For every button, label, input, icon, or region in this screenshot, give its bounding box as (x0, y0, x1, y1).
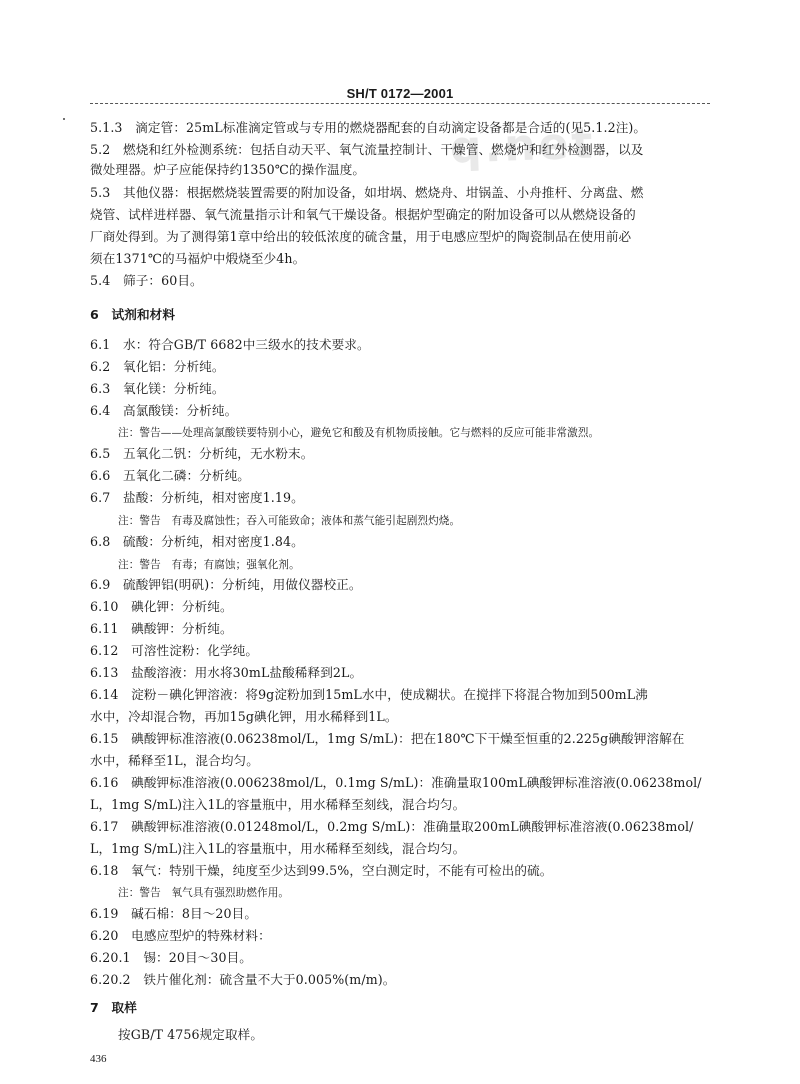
scan-speck (63, 118, 65, 120)
clause-6-12: 6.12 可溶性淀粉：化学纯。 (90, 643, 259, 658)
clause-6-11: 6.11 碘酸钾：分析纯。 (90, 621, 233, 636)
clause-6-4: 6.4 高氯酸镁：分析纯。 (90, 403, 238, 418)
watermark: q.net (449, 117, 597, 174)
clause-7-text: 按GB/T 4756规定取样。 (118, 1027, 264, 1042)
section-7-heading: 7 取样 (90, 1000, 137, 1015)
clause-6-15-cont: 水中，稀释至1L，混合均匀。 (90, 753, 259, 768)
clause-5-3-cont-1: 烧管、试样进样器、氧气流量指示计和氧气干燥设备。根据炉型确定的附加设备可以从燃烧设备的 (90, 207, 636, 222)
clause-6-6: 6.6 五氧化二磷：分析纯。 (90, 468, 250, 483)
header-rule (90, 103, 710, 104)
clause-6-16-cont: L，1mg S/mL)注入1L的容量瓶中，用水稀释至刻线，混合均匀。 (90, 797, 466, 812)
clause-6-16: 6.16 碘酸钾标准溶液(0.006238mol/L，0.1mg S/mL)：准确量取100mL碘酸钾标准溶液(0.06238mol/ (90, 775, 702, 790)
clause-6-20: 6.20 电感应型炉的特殊材料： (90, 928, 271, 943)
clause-5-1-3: 5.1.3 滴定管：25mL标准滴定管或与专用的燃烧器配套的自动滴定设备都是合适的(见5.1.2注)。 (90, 120, 647, 135)
clause-6-10: 6.10 碘化钾：分析纯。 (90, 599, 233, 614)
clause-6-17-cont: L，1mg S/mL)注入1L的容量瓶中，用水稀释至刻线，混合均匀。 (90, 841, 466, 856)
clause-6-14-cont: 水中，冷却混合物，再加15g碘化钾，用水稀释到1L。 (90, 709, 398, 724)
clause-6-18: 6.18 氧气：特别干燥，纯度至少达到99.5%，空白测定时，不能有可检出的硫。 (90, 863, 553, 878)
clause-6-14: 6.14 淀粉－碘化钾溶液：将9g淀粉加到15mL水中，使成糊状。在搅拌下将混合物加到500mL沸 (90, 687, 648, 702)
note-6-8: 注：警告 有毒；有腐蚀；强氧化剂。 (118, 559, 300, 571)
clause-6-9: 6.9 硫酸钾铝(明矾)：分析纯，用做仪器校正。 (90, 577, 362, 592)
clause-5-2: 5.2 燃烧和红外检测系统：包括自动天平、氧气流量控制计、干燥管、燃烧炉和红外检测器，以及 (90, 142, 644, 157)
clause-5-3-cont-2: 厂商处得到。为了测得第1章中给出的较低浓度的硫含量，用于电感应型炉的陶瓷制品在使用前必 (90, 229, 632, 244)
clause-6-7: 6.7 盐酸：分析纯，相对密度1.19。 (90, 490, 304, 505)
section-6-heading: 6 试剂和材料 (90, 307, 176, 322)
clause-6-15: 6.15 碘酸钾标准溶液(0.06238mol/L，1mg S/mL)：把在180℃下干燥至恒重的2.225g碘酸钾溶解在 (90, 731, 685, 746)
clause-6-20-1: 6.20.1 锡：20目～30目。 (90, 950, 252, 965)
clause-6-1: 6.1 水：符合GB/T 6682中三级水的技术要求。 (90, 337, 370, 352)
note-6-4: 注：警告——处理高氯酸镁要特别小心，避免它和酸及有机物质接触。它与燃料的反应可能非常激烈。 (118, 427, 600, 439)
note-6-18: 注：警告 氧气具有强烈助燃作用。 (118, 887, 290, 899)
clause-6-19: 6.19 碱石棉：8目～20目。 (90, 906, 258, 921)
page-number: 436 (90, 1053, 107, 1065)
clause-5-2-cont: 微处理器。炉子应能保持约1350℃的操作温度。 (90, 162, 366, 177)
clause-6-17: 6.17 碘酸钾标准溶液(0.01248mol/L，0.2mg S/mL)：准确量取200mL碘酸钾标准溶液(0.06238mol/ (90, 819, 694, 834)
clause-6-8: 6.8 硫酸：分析纯，相对密度1.84。 (90, 534, 304, 549)
clause-6-3: 6.3 氧化镁：分析纯。 (90, 381, 225, 396)
page-header: SH/T 0172—2001 (346, 86, 454, 101)
clause-5-3-cont-3: 须在1371℃的马福炉中煅烧至少4h。 (90, 251, 306, 266)
note-6-7: 注：警告 有毒及腐蚀性；吞入可能致命；液体和蒸气能引起剧烈灼烧。 (118, 515, 461, 527)
clause-6-20-2: 6.20.2 铁片催化剂：硫含量不大于0.005%(m/m)。 (90, 972, 396, 987)
clause-5-3: 5.3 其他仪器：根据燃烧装置需要的附加设备，如坩埚、燃烧舟、坩锅盖、小舟推杆、分离盘、燃 (90, 185, 644, 200)
clause-5-4: 5.4 筛子：60目。 (90, 273, 203, 288)
clause-6-13: 6.13 盐酸溶液：用水将30mL盐酸稀释到2L。 (90, 665, 363, 680)
clause-6-5: 6.5 五氧化二钒：分析纯，无水粉末。 (90, 446, 314, 461)
clause-6-2: 6.2 氧化铝：分析纯。 (90, 359, 225, 374)
